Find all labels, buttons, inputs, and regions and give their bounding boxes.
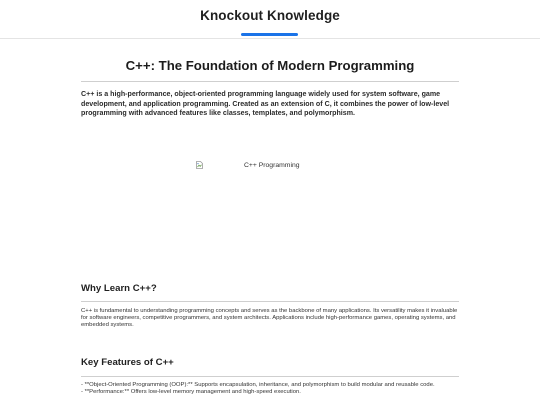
broken-image-icon <box>196 161 203 169</box>
article <box>81 39 459 396</box>
site-header <box>0 0 540 39</box>
page-content <box>0 39 540 405</box>
article-image <box>196 160 300 170</box>
features-list <box>81 382 459 396</box>
section-body-why: C++ is fundamental to understanding programming concepts and serves as the backbone of many applications. Its versatility makes it invaluable for software engineers, competitive programmers, and system architects. Applications include high-performance games, operating systems, and embedded systems. <box>81 308 458 329</box>
list-item: - **Performance:** Offers low-level memory management and high-speed execution. <box>81 389 301 396</box>
image-alt-text: C++ Programming <box>244 161 300 169</box>
list-item: - **Object-Oriented Programming (OOP):** Supports encapsulation, inheritance, and polymorphism to build modular and reusable code. <box>81 382 435 388</box>
site-title[interactable]: Knockout Knowledge <box>200 8 340 23</box>
title-underline <box>241 33 298 36</box>
section-title-features: Key Features of C++ <box>81 357 174 368</box>
section-divider-why <box>81 301 459 302</box>
title-divider <box>81 81 459 82</box>
article-title: C++: The Foundation of Modern Programming <box>125 58 415 73</box>
section-divider-features <box>81 376 459 377</box>
section-title-why: Why Learn C++? <box>81 283 157 294</box>
article-intro: C++ is a high-performance, object-oriented programming language widely used for system software, game development, and application programming. Created as an extension of C, it combines the power of low-level programming with advanced features like classes, templates, and polymorphism. <box>81 90 450 118</box>
